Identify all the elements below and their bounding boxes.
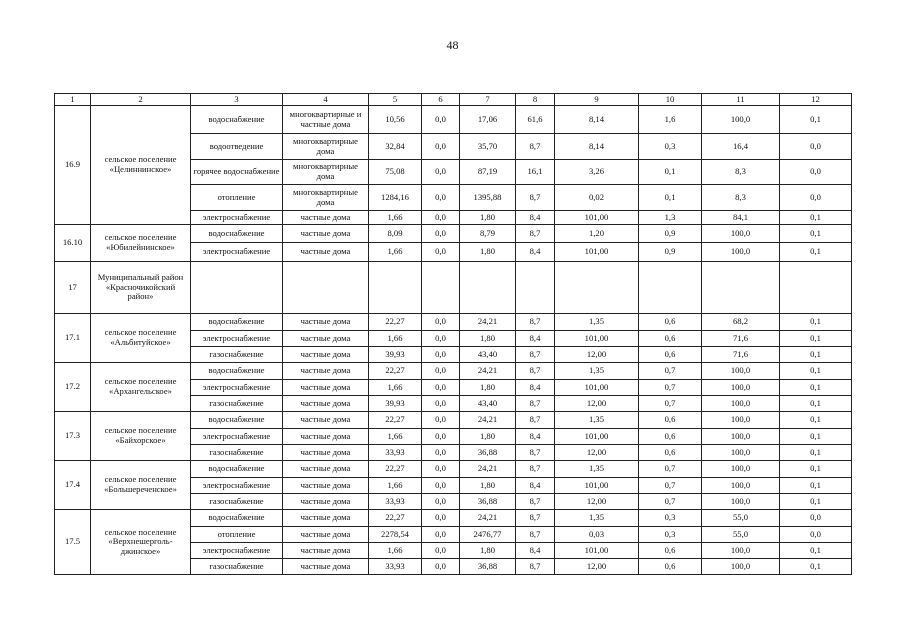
value-cell-col-5: 33,93 [369,494,422,510]
housing-type-cell: частные дома [283,559,369,575]
value-cell-col-10: 0,7 [639,396,702,412]
housing-type-cell: многоквартирные дома [283,160,369,185]
value-cell-col-9: 12,00 [555,445,639,461]
column-number-7: 7 [460,94,516,106]
service-type-cell: водоснабжение [191,510,283,527]
service-type-cell: электроснабжение [191,211,283,225]
value-cell-col-8: 8,7 [516,494,555,510]
value-cell-col-5: 22,27 [369,412,422,429]
value-cell-col-7: 1395,88 [460,185,516,211]
value-cell-col-11: 100,0 [702,543,780,559]
table-row [55,510,852,527]
row-code-cell: 17 [55,262,91,314]
value-cell-col-8: 8,7 [516,510,555,527]
row-code-cell: 16.9 [55,106,91,225]
value-cell-col-8: 8,7 [516,559,555,575]
value-cell-col-6: 0,0 [422,494,460,510]
value-cell-col-12: 0,1 [780,445,852,461]
value-cell-col-6: 0,0 [422,412,460,429]
value-cell-col-9: 0,03 [555,527,639,543]
value-cell-col-12: 0,1 [780,331,852,347]
value-cell-col-11: 55,0 [702,510,780,527]
value-cell-col-6: 0,0 [422,445,460,461]
row-code-cell: 17.5 [55,510,91,575]
value-cell-col-5: 22,27 [369,461,422,478]
value-cell-col-7: 1,80 [460,478,516,494]
service-type-cell: горячее водоснабжение [191,160,283,185]
value-cell-col-7: 1,80 [460,331,516,347]
column-number-2: 2 [91,94,191,106]
value-cell-col-5: 10,56 [369,106,422,134]
value-cell-col-10: 0,3 [639,134,702,160]
settlement-name-cell: сельское поселение «Юбилейнинское» [91,225,191,262]
column-number-1: 1 [55,94,91,106]
value-cell-col-9: 101,00 [555,211,639,225]
service-type-cell: водоснабжение [191,461,283,478]
value-cell-col-12: 0,1 [780,225,852,243]
column-number-row [55,94,852,106]
housing-type-cell: частные дома [283,478,369,494]
value-cell-col-11: 84,1 [702,211,780,225]
value-cell-col-11: 100,0 [702,225,780,243]
housing-type-cell: многоквартирные дома [283,134,369,160]
value-cell-col-12: 0,1 [780,347,852,363]
value-cell-col-11: 100,0 [702,106,780,134]
value-cell-col-7: 1,80 [460,380,516,396]
value-cell-col-10: 0,6 [639,331,702,347]
value-cell-col-5: 1,66 [369,331,422,347]
value-cell-col-5: 1284,16 [369,185,422,211]
value-cell-col-6: 0,0 [422,314,460,331]
table-row [55,412,852,429]
housing-type-cell: частные дома [283,380,369,396]
value-cell-col-7: 36,88 [460,494,516,510]
value-cell-col-9: 1,35 [555,314,639,331]
value-cell-col-11: 68,2 [702,314,780,331]
value-cell-col-5: 39,93 [369,396,422,412]
value-cell-col-9: 8,14 [555,106,639,134]
housing-type-cell: частные дома [283,429,369,445]
value-cell-col-8: 8,4 [516,331,555,347]
housing-type-cell: частные дома [283,461,369,478]
housing-type-cell: частные дома [283,243,369,262]
value-cell-col-7: 17,06 [460,106,516,134]
value-cell-col-5: 1,66 [369,478,422,494]
value-cell-col-9: 3,26 [555,160,639,185]
value-cell-col-8: 8,7 [516,314,555,331]
value-cell-col-11 [702,262,780,314]
value-cell-col-6: 0,0 [422,347,460,363]
value-cell-col-8: 16,1 [516,160,555,185]
housing-type-cell: частные дома [283,225,369,243]
value-cell-col-5: 1,66 [369,211,422,225]
service-type-cell: газоснабжение [191,396,283,412]
value-cell-col-9: 0,02 [555,185,639,211]
value-cell-col-8: 8,7 [516,396,555,412]
settlement-name-cell: Муниципальный район «Красночикойский район» [91,262,191,314]
value-cell-col-10: 0,6 [639,559,702,575]
value-cell-col-10: 0,6 [639,429,702,445]
table-row [55,106,852,134]
value-cell-col-7: 35,70 [460,134,516,160]
value-cell-col-12: 0,1 [780,211,852,225]
column-number-5: 5 [369,94,422,106]
table-row [55,461,852,478]
value-cell-col-12: 0,0 [780,510,852,527]
value-cell-col-7: 1,80 [460,543,516,559]
value-cell-col-12: 0,1 [780,106,852,134]
value-cell-col-6: 0,0 [422,429,460,445]
value-cell-col-10: 0,7 [639,380,702,396]
housing-type-cell: частные дома [283,412,369,429]
value-cell-col-6: 0,0 [422,461,460,478]
value-cell-col-11: 71,6 [702,331,780,347]
column-number-3: 3 [191,94,283,106]
value-cell-col-9: 101,00 [555,331,639,347]
value-cell-col-6: 0,0 [422,396,460,412]
value-cell-col-6: 0,0 [422,243,460,262]
value-cell-col-5 [369,262,422,314]
settlement-name-cell: сельское поселение «Большереченское» [91,461,191,510]
value-cell-col-5: 22,27 [369,510,422,527]
row-code-cell: 17.4 [55,461,91,510]
value-cell-col-10: 1,3 [639,211,702,225]
service-type-cell: электроснабжение [191,429,283,445]
service-type-cell: электроснабжение [191,478,283,494]
value-cell-col-12: 0,1 [780,461,852,478]
value-cell-col-10: 0,7 [639,363,702,380]
service-type-cell: электроснабжение [191,243,283,262]
housing-type-cell: частные дома [283,363,369,380]
value-cell-col-5: 1,66 [369,543,422,559]
service-type-cell: электроснабжение [191,543,283,559]
value-cell-col-5: 22,27 [369,314,422,331]
value-cell-col-8: 8,4 [516,380,555,396]
value-cell-col-11: 100,0 [702,461,780,478]
value-cell-col-7: 24,21 [460,510,516,527]
value-cell-col-9: 1,35 [555,510,639,527]
value-cell-col-12: 0,1 [780,429,852,445]
service-type-cell: отопление [191,527,283,543]
settlement-name-cell: сельское поселение «Целиннинское» [91,106,191,225]
service-type-cell: водоснабжение [191,412,283,429]
housing-type-cell: частные дома [283,211,369,225]
value-cell-col-9: 8,14 [555,134,639,160]
value-cell-col-5: 33,93 [369,559,422,575]
service-type-cell: водоснабжение [191,363,283,380]
data-table [54,93,852,575]
value-cell-col-10: 0,1 [639,160,702,185]
value-cell-col-11: 55,0 [702,527,780,543]
value-cell-col-6: 0,0 [422,225,460,243]
value-cell-col-10: 0,6 [639,412,702,429]
value-cell-col-7: 87,19 [460,160,516,185]
value-cell-col-12: 0,1 [780,380,852,396]
column-number-8: 8 [516,94,555,106]
value-cell-col-11: 100,0 [702,396,780,412]
value-cell-col-12: 0,0 [780,527,852,543]
value-cell-col-11: 100,0 [702,412,780,429]
settlement-name-cell: сельское поселение «Архангельское» [91,363,191,412]
row-code-cell: 17.3 [55,412,91,461]
value-cell-col-8: 8,4 [516,243,555,262]
service-type-cell [191,262,283,314]
value-cell-col-9: 12,00 [555,494,639,510]
value-cell-col-9: 101,00 [555,380,639,396]
value-cell-col-10: 0,9 [639,243,702,262]
settlement-name-cell: сельское поселение «Альбитуйское» [91,314,191,363]
column-number-4: 4 [283,94,369,106]
value-cell-col-9: 101,00 [555,478,639,494]
value-cell-col-5: 1,66 [369,243,422,262]
value-cell-col-12: 0,1 [780,243,852,262]
value-cell-col-11: 71,6 [702,347,780,363]
value-cell-col-7: 1,80 [460,211,516,225]
value-cell-col-10: 0,3 [639,510,702,527]
column-number-6: 6 [422,94,460,106]
housing-type-cell: частные дома [283,331,369,347]
row-code-cell: 17.2 [55,363,91,412]
value-cell-col-10: 0,6 [639,314,702,331]
value-cell-col-11: 8,3 [702,160,780,185]
value-cell-col-5: 33,93 [369,445,422,461]
value-cell-col-12 [780,262,852,314]
value-cell-col-10: 0,6 [639,347,702,363]
value-cell-col-10: 0,9 [639,225,702,243]
value-cell-col-8: 8,7 [516,412,555,429]
value-cell-col-10: 0,1 [639,185,702,211]
value-cell-col-11: 8,3 [702,185,780,211]
service-type-cell: электроснабжение [191,331,283,347]
value-cell-col-7: 1,80 [460,429,516,445]
housing-type-cell: частные дома [283,494,369,510]
value-cell-col-10 [639,262,702,314]
value-cell-col-7: 24,21 [460,412,516,429]
value-cell-col-5: 22,27 [369,363,422,380]
table-row [55,262,852,314]
value-cell-col-11: 100,0 [702,243,780,262]
value-cell-col-9: 1,35 [555,363,639,380]
value-cell-col-12: 0,1 [780,494,852,510]
value-cell-col-7: 36,88 [460,445,516,461]
value-cell-col-9: 12,00 [555,347,639,363]
housing-type-cell: частные дома [283,543,369,559]
value-cell-col-5: 1,66 [369,429,422,445]
housing-type-cell: многоквартирные и частные дома [283,106,369,134]
value-cell-col-8: 8,7 [516,134,555,160]
housing-type-cell: многоквартирные дома [283,185,369,211]
value-cell-col-12: 0,1 [780,412,852,429]
settlement-name-cell: сельское поселение «Байхорское» [91,412,191,461]
value-cell-col-8: 8,4 [516,478,555,494]
value-cell-col-8: 61,6 [516,106,555,134]
housing-type-cell: частные дома [283,314,369,331]
value-cell-col-8: 8,7 [516,225,555,243]
value-cell-col-6: 0,0 [422,380,460,396]
value-cell-col-6: 0,0 [422,363,460,380]
value-cell-col-8: 8,7 [516,461,555,478]
service-type-cell: газоснабжение [191,494,283,510]
value-cell-col-9: 12,00 [555,559,639,575]
value-cell-col-6: 0,0 [422,106,460,134]
value-cell-col-12: 0,1 [780,363,852,380]
value-cell-col-12: 0,0 [780,185,852,211]
value-cell-col-8: 8,4 [516,543,555,559]
value-cell-col-11: 100,0 [702,380,780,396]
value-cell-col-9: 101,00 [555,543,639,559]
value-cell-col-10: 0,3 [639,527,702,543]
table-row [55,314,852,331]
service-type-cell: газоснабжение [191,347,283,363]
service-type-cell: электроснабжение [191,380,283,396]
value-cell-col-11: 100,0 [702,478,780,494]
housing-type-cell: частные дома [283,347,369,363]
value-cell-col-8: 8,4 [516,211,555,225]
settlement-name-cell: сельское поселение «Верхнешерголь-джинское» [91,510,191,575]
value-cell-col-8: 8,7 [516,527,555,543]
value-cell-col-6: 0,0 [422,559,460,575]
value-cell-col-9: 101,00 [555,243,639,262]
value-cell-col-5: 39,93 [369,347,422,363]
value-cell-col-8: 8,7 [516,185,555,211]
value-cell-col-7: 24,21 [460,363,516,380]
value-cell-col-11: 100,0 [702,429,780,445]
value-cell-col-7 [460,262,516,314]
column-number-9: 9 [555,94,639,106]
value-cell-col-12: 0,0 [780,134,852,160]
service-type-cell: водоснабжение [191,106,283,134]
value-cell-col-5: 8,09 [369,225,422,243]
value-cell-col-6: 0,0 [422,134,460,160]
value-cell-col-8: 8,7 [516,347,555,363]
value-cell-col-10: 0,6 [639,543,702,559]
service-type-cell: водоснабжение [191,314,283,331]
row-code-cell: 16.10 [55,225,91,262]
table-row [55,225,852,243]
housing-type-cell: частные дома [283,510,369,527]
value-cell-col-12: 0,1 [780,543,852,559]
service-type-cell: отопление [191,185,283,211]
table-body [55,94,852,575]
value-cell-col-7: 24,21 [460,314,516,331]
value-cell-col-7: 8,79 [460,225,516,243]
value-cell-col-6: 0,0 [422,478,460,494]
value-cell-col-10: 0,7 [639,478,702,494]
value-cell-col-9 [555,262,639,314]
value-cell-col-7: 36,88 [460,559,516,575]
value-cell-col-8: 8,4 [516,429,555,445]
value-cell-col-6 [422,262,460,314]
value-cell-col-5: 75,08 [369,160,422,185]
value-cell-col-7: 2476,77 [460,527,516,543]
value-cell-col-12: 0,1 [780,396,852,412]
column-number-12: 12 [780,94,852,106]
value-cell-col-9: 12,00 [555,396,639,412]
value-cell-col-12: 0,1 [780,314,852,331]
housing-type-cell: частные дома [283,396,369,412]
housing-type-cell [283,262,369,314]
service-type-cell: газоснабжение [191,559,283,575]
value-cell-col-11: 100,0 [702,559,780,575]
value-cell-col-6: 0,0 [422,331,460,347]
value-cell-col-6: 0,0 [422,543,460,559]
value-cell-col-9: 1,35 [555,412,639,429]
value-cell-col-12: 0,1 [780,559,852,575]
value-cell-col-11: 100,0 [702,363,780,380]
value-cell-col-6: 0,0 [422,527,460,543]
service-type-cell: газоснабжение [191,445,283,461]
value-cell-col-8 [516,262,555,314]
table-row [55,363,852,380]
value-cell-col-6: 0,0 [422,510,460,527]
value-cell-col-9: 101,00 [555,429,639,445]
value-cell-col-7: 43,40 [460,396,516,412]
value-cell-col-11: 16,4 [702,134,780,160]
value-cell-col-12: 0,0 [780,160,852,185]
column-number-10: 10 [639,94,702,106]
value-cell-col-5: 1,66 [369,380,422,396]
housing-type-cell: частные дома [283,527,369,543]
value-cell-col-10: 0,7 [639,461,702,478]
value-cell-col-7: 1,80 [460,243,516,262]
value-cell-col-10: 1,6 [639,106,702,134]
value-cell-col-6: 0,0 [422,211,460,225]
value-cell-col-10: 0,6 [639,445,702,461]
value-cell-col-11: 100,0 [702,445,780,461]
service-type-cell: водоснабжение [191,225,283,243]
value-cell-col-12: 0,1 [780,478,852,494]
value-cell-col-5: 32,84 [369,134,422,160]
value-cell-col-7: 43,40 [460,347,516,363]
value-cell-col-8: 8,7 [516,445,555,461]
value-cell-col-8: 8,7 [516,363,555,380]
value-cell-col-9: 1,35 [555,461,639,478]
value-cell-col-9: 1,20 [555,225,639,243]
housing-type-cell: частные дома [283,445,369,461]
value-cell-col-6: 0,0 [422,185,460,211]
page-number: 48 [446,38,459,52]
value-cell-col-7: 24,21 [460,461,516,478]
service-type-cell: водоотведение [191,134,283,160]
value-cell-col-11: 100,0 [702,494,780,510]
row-code-cell: 17.1 [55,314,91,363]
value-cell-col-6: 0,0 [422,160,460,185]
value-cell-col-10: 0,7 [639,494,702,510]
column-number-11: 11 [702,94,780,106]
value-cell-col-5: 2278,54 [369,527,422,543]
